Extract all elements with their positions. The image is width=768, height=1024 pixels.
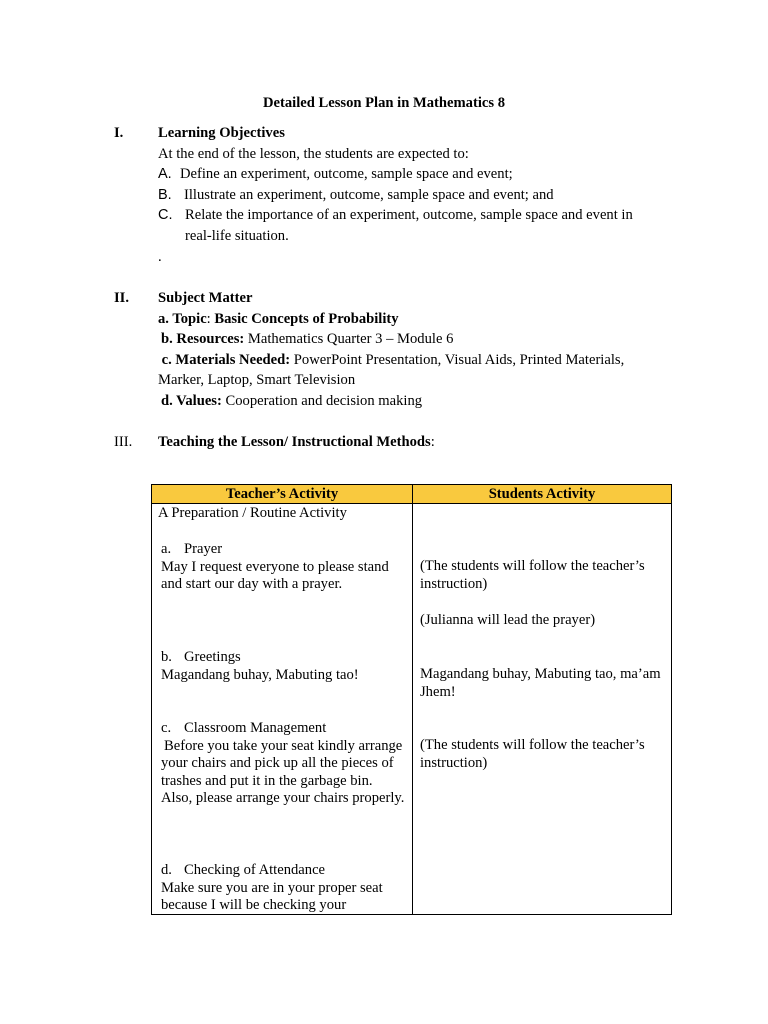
greet-text: Magandang buhay, Mabuting tao! [161, 666, 359, 683]
trailing-dot: . [158, 248, 162, 265]
values-value: Cooperation and decision making [225, 392, 423, 409]
prayer-block [161, 541, 406, 594]
att-letter: d. [161, 862, 172, 878]
att-title: Checking of Attendance [184, 862, 326, 878]
table-header-row [152, 485, 672, 504]
header-students-activity: Students Activity [413, 485, 672, 504]
objective-item [158, 205, 674, 246]
greet-title: Greetings [184, 649, 241, 665]
objective-item [158, 164, 674, 185]
topic-value: Basic Concepts of Probability [214, 310, 399, 327]
activity-table [151, 484, 672, 915]
section-number: III. [114, 434, 133, 450]
topic-label: a. Topic [158, 310, 207, 327]
prayer-title: Prayer [184, 541, 223, 557]
section-heading: Learning Objectives [158, 125, 285, 141]
resources-value: Mathematics Quarter 3 – Module 6 [247, 331, 454, 348]
values-label: d. Values: [161, 392, 222, 409]
attendance-block [161, 862, 406, 914]
topic-line: a. Topic: Basic Concepts of Probability [158, 310, 399, 327]
objectives-intro: At the end of the lesson, the students are expected to: [158, 145, 469, 162]
materials-value: PowerPoint Presentation, Visual Aids, Printed Materials, Marker, Laptop, Smart Television [158, 351, 625, 389]
section-subject-matter [114, 288, 674, 412]
resources-line [158, 329, 674, 350]
section-objectives [114, 123, 674, 267]
objective-letter: B. [158, 186, 172, 203]
section-heading: Teaching the Lesson/ Instructional Methods [158, 434, 431, 450]
objective-text: Define an experiment, outcome, sample space and event; [180, 166, 513, 183]
objective-text: Relate the importance of an experiment, outcome, sample space and event in real-life situation. [185, 207, 633, 244]
section-number: I. [114, 125, 124, 141]
att-text: Make sure you are in your proper seat because I will be checking your [161, 879, 383, 914]
prayer-text: May I request everyone to please stand and start our day with a prayer. [161, 558, 389, 593]
heading-colon: : [430, 434, 435, 450]
students-follow-1: (The students will follow the teacher’s instruction) [420, 558, 645, 592]
teacher-cell [152, 504, 413, 915]
students-follow-2: (The students will follow the teacher’s instruction) [420, 737, 645, 771]
class-letter: c. [161, 720, 172, 736]
materials-line [158, 350, 648, 391]
section-heading: Subject Matter [158, 290, 253, 306]
values-line [158, 391, 674, 412]
prep-heading: A Preparation / Routine Activity [158, 505, 347, 521]
objective-item [158, 185, 674, 206]
section-teaching [114, 432, 674, 453]
materials-label: c. Materials Needed: [161, 351, 291, 368]
greet-letter: b. [161, 649, 172, 665]
class-title: Classroom Management [184, 720, 327, 736]
header-teacher-activity: Teacher’s Activity [152, 485, 413, 504]
greetings-block [161, 649, 406, 684]
section-number: II. [114, 290, 130, 306]
objective-text: Illustrate an experiment, outcome, sample space and event; and [184, 186, 554, 203]
resources-label: b. Resources: [161, 331, 245, 348]
objective-letter: C. [158, 207, 173, 224]
students-cell [413, 504, 672, 915]
document-title: Detailed Lesson Plan in Mathematics 8 [262, 95, 505, 111]
table-row [152, 504, 672, 915]
class-text: Before you take your seat kindly arrange your chairs and pick up all the pieces of trashes and put it in the garbage bin. Also, please arrange your chairs properly. [161, 737, 405, 807]
students-lead-prayer: (Julianna will lead the prayer) [420, 612, 596, 628]
classroom-block [161, 720, 406, 808]
objective-letter: A. [158, 166, 172, 183]
students-greet-reply: Magandang buhay, Mabuting tao, ma’am Jhem! [420, 666, 661, 700]
prayer-letter: a. [161, 541, 172, 557]
